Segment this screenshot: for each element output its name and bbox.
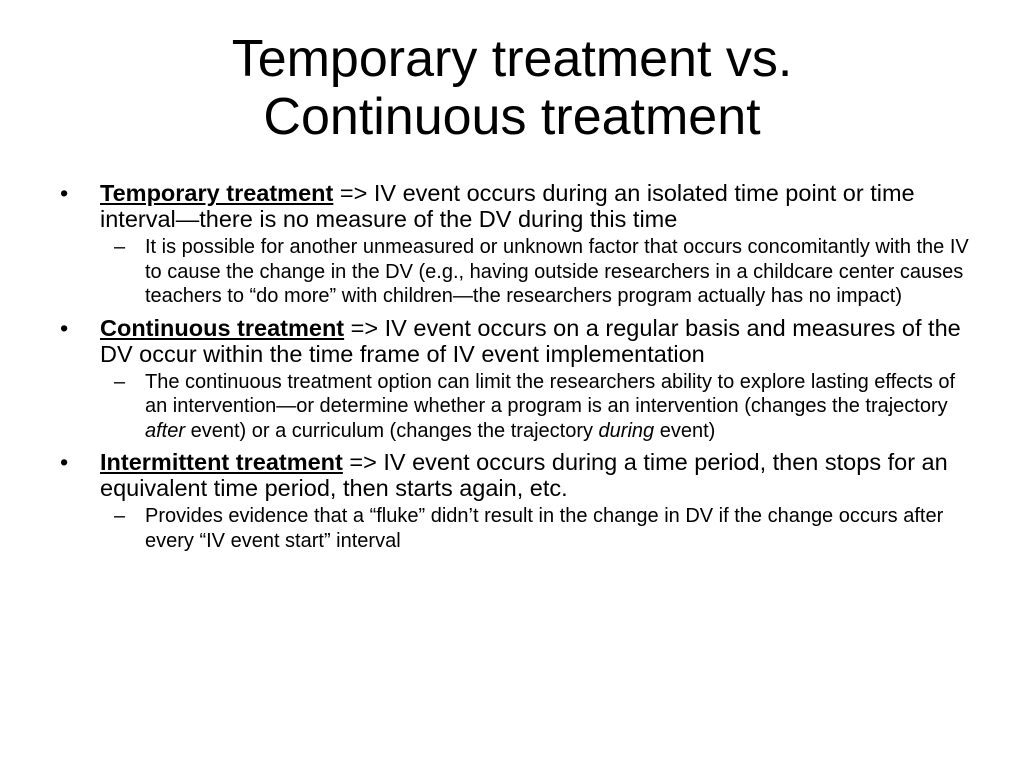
sub-bullet-text: event) or a curriculum (changes the trajectory bbox=[185, 419, 599, 442]
term-continuous-treatment: Continuous treatment bbox=[100, 314, 345, 341]
slide-title-line-2: Continuous treatment bbox=[263, 88, 761, 146]
sub-bullet-text: It is possible for another unmeasured or unknown factor that occurs concomitantly with the IV to cause the change in the DV (e.g., having outside researchers in a childcare center causes teachers to “do more” with children—the researchers program actually has no impact) bbox=[145, 236, 969, 307]
slide-body bbox=[56, 180, 976, 559]
emphasis-after: after bbox=[145, 419, 186, 442]
bullet-text: => IV event occurs during an isolated time point or time interval—there is no measure of the DV during this time bbox=[100, 180, 915, 232]
sub-bullet-marker: – bbox=[114, 370, 126, 393]
sub-bullet-marker: – bbox=[114, 505, 126, 527]
bullet-text: => IV event occurs on a regular basis and measures of the DV occur within the time frame of IV event implementation bbox=[100, 314, 961, 367]
sub-bullet-text: The continuous treatment option can limit the researchers ability to explore lasting effects of an intervention—or determine whether a program is an intervention (changes the trajectory bbox=[145, 370, 956, 417]
bullet-intermittent-treatment bbox=[56, 449, 976, 501]
bullet-marker: • bbox=[60, 449, 69, 475]
sub-bullet-text: Provides evidence that a “fluke” didn’t result in the change in DV if the change occurs after every “IV event start” interval bbox=[145, 505, 944, 552]
sub-bullet-intermittent-treatment bbox=[56, 504, 976, 553]
sub-bullet-continuous-treatment bbox=[56, 370, 976, 444]
bullet-marker: • bbox=[60, 314, 69, 341]
emphasis-during: during bbox=[598, 419, 655, 442]
sub-bullet-text: event) bbox=[654, 419, 716, 442]
term-temporary-treatment: Temporary treatment bbox=[100, 180, 334, 206]
bullet-temporary-treatment bbox=[56, 180, 976, 232]
sub-bullet-temporary-treatment bbox=[56, 235, 976, 309]
term-intermittent-treatment: Intermittent treatment bbox=[100, 449, 343, 475]
slide-title-line-1: Temporary treatment vs. bbox=[231, 30, 793, 88]
bullet-text: => IV event occurs during a time period, then stops for an equivalent time period, then starts again, etc. bbox=[100, 449, 948, 501]
sub-bullet-marker: – bbox=[114, 236, 126, 258]
bullet-marker: • bbox=[60, 180, 69, 206]
slide-title bbox=[0, 30, 1024, 146]
bullet-continuous-treatment bbox=[56, 315, 976, 367]
